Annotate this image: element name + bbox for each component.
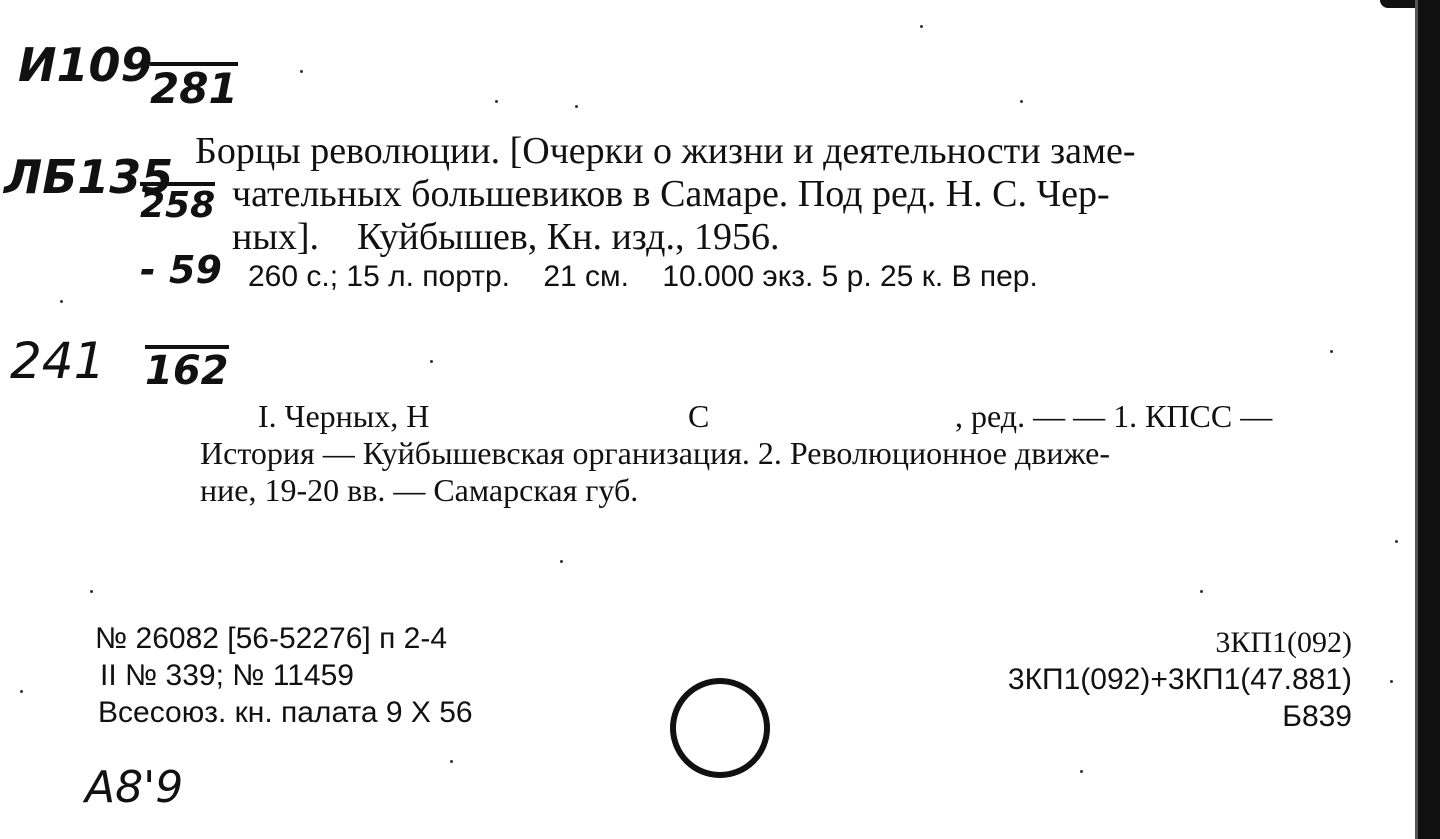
footer-left-line-1: № 26082 [56-52276] п 2-4 bbox=[95, 622, 448, 655]
footer-right-line-2: 3КП1(092)+3КП1(47.881) bbox=[1007, 663, 1352, 696]
subject-line-2: История — Куйбышевская организация. 2. Революционное движе- bbox=[200, 435, 1110, 471]
handwritten-mark-1: И109 bbox=[18, 38, 153, 92]
handwritten-mark-2: ЛБ135 bbox=[4, 150, 174, 204]
card-hole-circle bbox=[670, 678, 770, 778]
subject-line-3: ние, 19-20 вв. — Самарская губ. bbox=[200, 472, 639, 508]
handwritten-bottom-mark: A8'9 bbox=[85, 762, 184, 813]
card-right-edge bbox=[1418, 0, 1440, 839]
handwritten-mark-3: - 59 bbox=[140, 248, 222, 292]
handwritten-mark-4: 241 bbox=[10, 332, 106, 390]
footer-left-line-3: Всесоюз. кн. палата 9 X 56 bbox=[98, 696, 473, 729]
subject-line-1b: С bbox=[688, 398, 710, 434]
footer-right-line-3: Б839 bbox=[1282, 700, 1352, 733]
handwritten-fraction-1: 281 bbox=[150, 64, 238, 113]
entry-line-4: 260 с.; 15 л. портр. 21 см. 10.000 экз. 5 р. 25 к. В пер. bbox=[248, 260, 1038, 293]
handwritten-fraction-2: 258 bbox=[140, 182, 215, 224]
subject-line-1a: I. Черных, Н bbox=[258, 398, 430, 434]
entry-line-1: Борцы революции. [Очерки о жизни и деятельности заме- bbox=[195, 130, 1136, 172]
footer-right-line-1: 3КП1(092) bbox=[1215, 626, 1352, 659]
footer-left-line-2: II № 339; № 11459 bbox=[100, 659, 354, 692]
entry-line-2: чательных большевиков в Самаре. Под ред. Н. С. Чер- bbox=[232, 173, 1110, 215]
entry-line-3: ных]. Куйбышев, Кн. изд., 1956. bbox=[232, 216, 780, 258]
subject-line-1c: , ред. — — 1. КПСС — bbox=[955, 398, 1273, 434]
handwritten-fraction-3: 162 bbox=[145, 345, 229, 391]
